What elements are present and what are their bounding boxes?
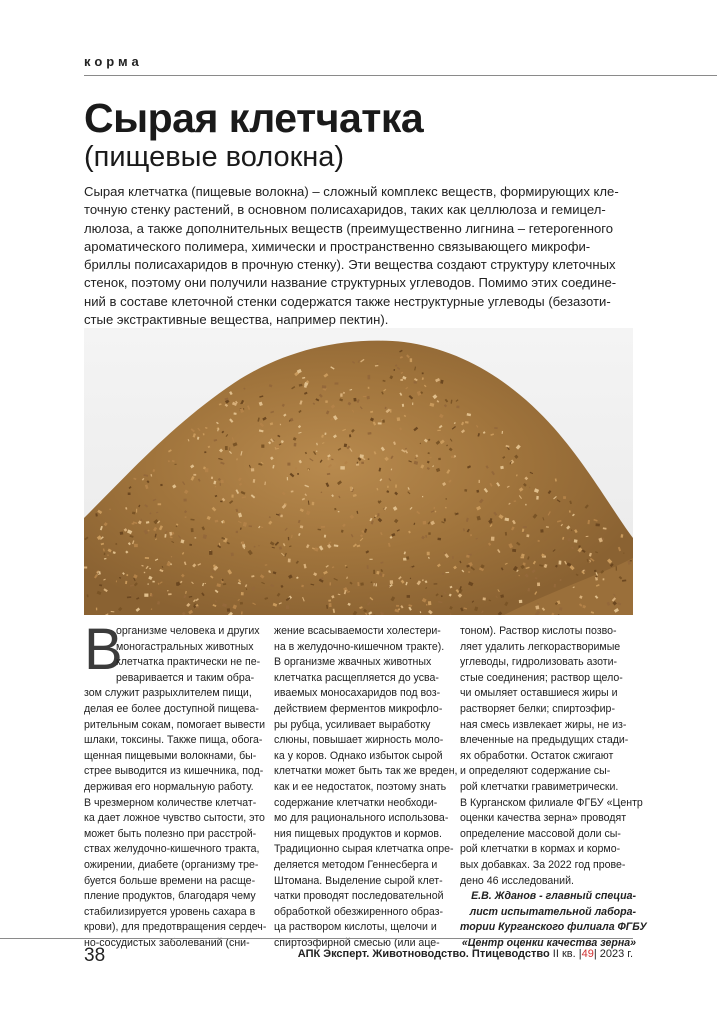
- fiber-grain: [560, 579, 562, 581]
- body-line: как и ее недостаток, поэтому знать: [274, 780, 447, 793]
- fiber-grain: [427, 552, 430, 556]
- fiber-grain: [470, 534, 472, 536]
- fiber-grain: [205, 468, 208, 472]
- body-line: оценки качества зерна» проводят: [460, 812, 627, 825]
- fiber-grain: [422, 496, 423, 497]
- fiber-grain: [452, 556, 454, 558]
- fiber-grain: [287, 477, 288, 480]
- body-line: может быть полезно при расстрой-: [84, 827, 257, 840]
- body-line: влеченные на предыдущих стади-: [460, 734, 629, 747]
- body-line: реваривается и таким обра-: [116, 671, 255, 684]
- page-number: 38: [84, 945, 106, 966]
- fiber-grain: [367, 565, 369, 569]
- fiber-grain: [456, 406, 459, 409]
- fiber-grain: [397, 417, 401, 421]
- author-line: «Центр оценки качества зерна»: [461, 936, 636, 949]
- body-line: В чрезмерном количестве клетчат-: [84, 796, 257, 809]
- body-line: ях обработки. Остаток сжигают: [460, 749, 614, 762]
- fiber-grain: [288, 537, 289, 540]
- fiber-grain: [84, 566, 87, 568]
- body-line: вых добавках. За 2022 год прове-: [460, 858, 626, 871]
- fiber-grain: [438, 458, 441, 460]
- fiber-grain: [444, 518, 446, 521]
- fiber-grain: [258, 545, 259, 546]
- fiber-grain: [288, 559, 291, 563]
- body-line: деляется методом Геннесберга и: [274, 858, 438, 871]
- author-line: тории Курганского филиала ФГБУ: [460, 921, 647, 934]
- fiber-grain: [410, 358, 412, 362]
- fiber-grain: [280, 515, 282, 518]
- fiber-grain: [361, 462, 364, 464]
- fiber-grain: [209, 551, 212, 555]
- body-line: слюны, повышает жирность моло-: [274, 734, 444, 747]
- body-line: содержание клетчатки необходи-: [274, 796, 438, 809]
- fiber-grain: [428, 532, 430, 534]
- body-line: клетчатка расщепляется до усва-: [274, 671, 439, 684]
- body-column-2: [274, 624, 458, 951]
- fiber-grain: [422, 372, 424, 374]
- body-line: Традиционно сырая клетчатка опре-: [274, 843, 454, 856]
- fiber-grain: [407, 595, 410, 598]
- fiber-grain: [168, 593, 172, 595]
- article-subtitle: (пищевые волокна): [84, 141, 345, 173]
- fiber-grain: [327, 458, 329, 460]
- fiber-grain: [335, 382, 339, 384]
- body-line: рой клетчатки гравиметрически.: [460, 780, 619, 793]
- fiber-grain: [428, 601, 431, 605]
- body-line: обработкой обезжиренного образ-: [274, 905, 444, 918]
- fiber-grain: [360, 454, 364, 458]
- fiber-grain: [465, 421, 469, 423]
- body-line: ожирении, диабете (организму тре-: [84, 858, 259, 871]
- body-line: ка у коров. Однако избыток сырой: [274, 749, 443, 762]
- fiber-grain: [132, 512, 135, 515]
- fiber-grain: [176, 582, 178, 585]
- fiber-grain: [390, 409, 392, 412]
- article-intro: [84, 183, 636, 329]
- fiber-grain: [423, 521, 426, 525]
- body-line: иваемых моносахаридов под воз-: [274, 687, 441, 700]
- fiber-grain: [174, 464, 176, 465]
- fiber-grain: [252, 588, 255, 591]
- fiber-grain: [368, 387, 370, 389]
- fiber-grain: [414, 381, 417, 383]
- fiber-grain: [160, 484, 162, 486]
- section-label: корма: [84, 54, 143, 69]
- fiber-grain: [158, 503, 162, 505]
- body-line: ка дает ложное чувство сытости, это: [84, 812, 265, 825]
- body-line: чатки проводят последовательной: [274, 890, 444, 903]
- body-line: тоном). Раствор кислоты позво-: [460, 625, 617, 637]
- body-line: чи омыляет оставшиеся жиры и: [460, 687, 618, 700]
- fiber-grain: [368, 432, 372, 435]
- fiber-grain: [525, 504, 526, 506]
- fiber-grain: [325, 400, 328, 403]
- fiber-grain: [144, 572, 146, 574]
- fiber-grain: [378, 422, 382, 424]
- fiber-grain: [450, 613, 452, 615]
- body-line: ния пищевых продуктов и кормов.: [274, 827, 442, 840]
- fiber-grain: [322, 385, 326, 388]
- fiber-grain: [596, 523, 600, 526]
- fiber-grain: [479, 480, 480, 483]
- fiber-grain: [191, 528, 194, 532]
- author-line: лист испытательной лабора-: [469, 905, 636, 918]
- fiber-grain: [136, 509, 137, 513]
- fiber-grain: [152, 581, 154, 583]
- fiber-grain: [194, 537, 196, 538]
- fiber-grain: [616, 566, 617, 570]
- fiber-grain: [434, 583, 438, 584]
- fiber-grain: [96, 608, 97, 611]
- fiber-grain: [204, 451, 206, 453]
- fiber-grain: [328, 600, 331, 602]
- fiber-grain: [324, 433, 326, 436]
- fiber-grain: [367, 396, 370, 400]
- body-line: и определяют содержание сы-: [460, 765, 611, 778]
- fiber-grain: [535, 605, 539, 609]
- fiber-grain: [353, 398, 356, 402]
- body-line: клетчатки может быть так же вреден,: [274, 765, 458, 778]
- fiber-grain: [340, 393, 342, 396]
- body-line: пление продуктов, благодаря чему: [84, 890, 256, 903]
- fiber-grain: [120, 532, 124, 535]
- fiber-grain: [468, 571, 470, 572]
- fiber-grain: [445, 572, 449, 573]
- body-line: рой клетчатки в кормах и кормо-: [460, 843, 621, 856]
- fiber-grain: [329, 582, 331, 585]
- fiber-grain: [211, 477, 213, 479]
- fiber-grain: [536, 496, 539, 500]
- intro-line: люлоза, а также дополнительных веществ (преимущественно лигнина – гетерогенного: [84, 220, 614, 236]
- body-line: мо для рационального использова-: [274, 812, 449, 825]
- fiber-grain: [297, 473, 299, 475]
- fiber-grain: [134, 544, 138, 547]
- fiber-grain: [220, 501, 222, 502]
- fiber-grain: [369, 559, 372, 560]
- body-line: растворяет белки; спиртоэфир-: [460, 702, 615, 715]
- body-line: определение массовой доли сы-: [460, 827, 621, 840]
- fiber-grain: [500, 466, 504, 469]
- fiber-grain: [223, 521, 225, 524]
- fiber-grain: [568, 538, 571, 541]
- fiber-grain: [519, 600, 523, 603]
- fiber-grain: [344, 444, 347, 448]
- fiber-grain: [329, 603, 332, 607]
- fiber-grain: [321, 526, 325, 528]
- drop-cap: В: [84, 617, 123, 682]
- fiber-grain: [491, 537, 495, 541]
- body-line: на в желудочно-кишечном тракте).: [274, 640, 445, 653]
- body-line: В организме жвачных животных: [274, 656, 432, 669]
- body-line: В Курганском филиале ФГБУ «Центр: [460, 796, 643, 809]
- fiber-grain: [294, 443, 297, 447]
- fiber-grain: [287, 463, 290, 466]
- fiber-grain: [104, 553, 106, 555]
- body-line: стрее выводится из кишечника, под-: [84, 765, 264, 778]
- fiber-grain: [563, 496, 566, 499]
- fiber-grain: [540, 529, 543, 532]
- fiber-grain: [505, 532, 507, 536]
- fiber-grain: [437, 430, 440, 431]
- fiber-grain: [221, 480, 224, 483]
- fiber-grain: [144, 594, 148, 597]
- body-column-3: [460, 624, 647, 951]
- top-divider: [84, 75, 717, 76]
- body-line: ры рубца, усиливает выработку: [274, 718, 431, 731]
- fiber-grain: [396, 605, 399, 607]
- publication-name: АПК Эксперт. Животноводство. Птицеводство: [297, 948, 550, 960]
- fiber-grain: [594, 570, 596, 572]
- fiber-grain: [559, 561, 562, 565]
- body-line: ца раствором кислоты, щелочи и: [274, 921, 437, 934]
- intro-line: ний в составе клеточной стенки содержатся также неструктурные углеводы (безазоти-: [84, 293, 611, 309]
- fiber-pile-photo: [84, 328, 633, 615]
- publication-footer: [298, 948, 633, 960]
- fiber-grain: [426, 604, 428, 606]
- body-line: но-сосудистых заболеваний (сни-: [84, 936, 250, 949]
- body-line: буется больше времени на расще-: [84, 874, 256, 887]
- fiber-grain: [346, 567, 348, 569]
- fiber-grain: [312, 502, 315, 505]
- fiber-grain: [233, 412, 236, 415]
- body-line: стабилизируется уровень сахара в: [84, 905, 256, 918]
- fiber-grain: [446, 498, 447, 500]
- fiber-grain: [376, 571, 379, 574]
- fiber-grain: [147, 583, 148, 584]
- fiber-grain: [128, 493, 131, 496]
- fiber-grain: [406, 556, 409, 559]
- fiber-grain: [512, 549, 516, 552]
- fiber-grain: [554, 584, 556, 588]
- fiber-grain: [574, 539, 578, 542]
- fiber-grain: [193, 474, 196, 476]
- fiber-grain: [412, 402, 413, 405]
- fiber-grain: [387, 486, 389, 488]
- issue-suffix: | 2023 г.: [593, 948, 633, 960]
- fiber-grain: [227, 608, 230, 612]
- body-line: крови), для предотвращения сердеч-: [84, 921, 267, 934]
- fiber-grain: [537, 583, 540, 587]
- fiber-grain: [621, 534, 624, 538]
- fiber-grain: [240, 602, 243, 605]
- fiber-grain: [402, 404, 404, 407]
- body-line: организме человека и других: [116, 625, 260, 637]
- fiber-grain: [225, 446, 228, 450]
- fiber-grain: [630, 560, 632, 561]
- bottom-divider: [0, 938, 633, 939]
- fiber-grain: [437, 538, 441, 541]
- intro-line: бриллы полисахаридов в прочную стенку). Эти вещества создают структуру клеточных: [84, 257, 616, 273]
- body-line: делая ее более доступной пищева-: [84, 702, 259, 715]
- fiber-grain: [280, 424, 281, 425]
- intro-line: стые экстрактивные вещества, например пектин).: [84, 312, 389, 328]
- fiber-grain: [375, 515, 377, 518]
- fiber-grain: [132, 523, 135, 525]
- fiber-grain: [494, 427, 498, 429]
- intro-line: Сырая клетчатка (пищевые волокна) – сложный комплекс веществ, формирующих кле-: [84, 184, 619, 199]
- fiber-grain: [373, 570, 375, 574]
- fiber-grain: [286, 606, 289, 610]
- fiber-grain: [368, 458, 370, 460]
- body-line: Штомана. Выделение сырой клет-: [274, 874, 443, 887]
- fiber-grain: [393, 369, 395, 371]
- fiber-grain: [400, 379, 403, 381]
- body-column-1: [84, 617, 267, 951]
- fiber-grain: [623, 552, 624, 553]
- fiber-grain: [251, 468, 254, 471]
- fiber-grain: [538, 540, 540, 542]
- body-line: зом служит разрыхлителем пищи,: [84, 687, 252, 700]
- fiber-grain: [356, 464, 359, 466]
- fiber-grain: [340, 466, 345, 470]
- fiber-grain: [87, 594, 89, 597]
- body-line: стые соединения; раствор щело-: [460, 671, 623, 684]
- issue-number: 49: [581, 948, 594, 960]
- body-line: шлаки, токсины. Также пища, обога-: [84, 734, 263, 747]
- fiber-grain: [231, 494, 233, 497]
- body-line: жение всасываемости холестери-: [274, 625, 441, 637]
- fiber-grain: [378, 513, 380, 516]
- body-line: рительным сокам, помогает вывести: [84, 718, 266, 731]
- fiber-grain: [184, 499, 187, 502]
- fiber-grain: [523, 526, 527, 528]
- intro-line: стенок, поэтому они получили название структурных углеводов. Помимо этих соедине-: [84, 275, 617, 291]
- fiber-grain: [603, 578, 605, 580]
- body-line: щенная пищевыми волокнами, бы-: [84, 749, 257, 762]
- body-line: ляет удалить легкорастворимые: [460, 640, 621, 653]
- fiber-grain: [241, 541, 244, 544]
- fiber-grain: [385, 407, 387, 409]
- body-line: углеводы, гидролизовать азоти-: [460, 656, 618, 669]
- fiber-grain: [236, 531, 238, 533]
- fiber-grain: [241, 592, 244, 595]
- fiber-grain: [390, 580, 393, 584]
- body-line: дено 46 исследований.: [460, 874, 574, 887]
- body-line: ная смесь извлекает жиры, не из-: [460, 718, 627, 731]
- fiber-grain: [483, 597, 486, 600]
- body-line: спиртоэфирной смесью (или аце-: [274, 936, 440, 949]
- fiber-grain: [403, 558, 406, 561]
- fiber-grain: [526, 534, 529, 537]
- intro-line: ароматического полимера, химически и пространственно связывающего микрофи-: [84, 238, 591, 254]
- body-line: клетчатка практически не пе-: [116, 656, 261, 669]
- fiber-grain: [395, 484, 397, 487]
- fiber-grain: [276, 445, 280, 449]
- fiber-grain: [324, 535, 326, 538]
- fiber-grain: [145, 557, 149, 559]
- fiber-grain: [107, 555, 109, 556]
- fiber-grain: [464, 489, 467, 492]
- body-line: действием ферментов микрофло-: [274, 702, 443, 715]
- body-line: моногастральных животных: [116, 640, 254, 653]
- fiber-grain: [382, 420, 385, 423]
- fiber-grain: [441, 595, 443, 597]
- intro-line: точную стенку растений, в основном полисахаридов, таких как целлюлоза и гемицел-: [84, 202, 606, 218]
- fiber-grain: [261, 445, 264, 448]
- fiber-grain: [360, 582, 364, 585]
- body-line: ствах желудочно-кишечного тракта,: [84, 843, 260, 856]
- issue-prefix: II кв. |: [552, 948, 582, 960]
- article-title: Сырая клетчатка: [84, 95, 424, 141]
- fiber-grain: [368, 375, 371, 379]
- author-line: Е.В. Жданов - главный специа-: [471, 890, 636, 903]
- fiber-grain: [231, 552, 234, 556]
- body-line: держивая его нормальную работу.: [84, 780, 254, 793]
